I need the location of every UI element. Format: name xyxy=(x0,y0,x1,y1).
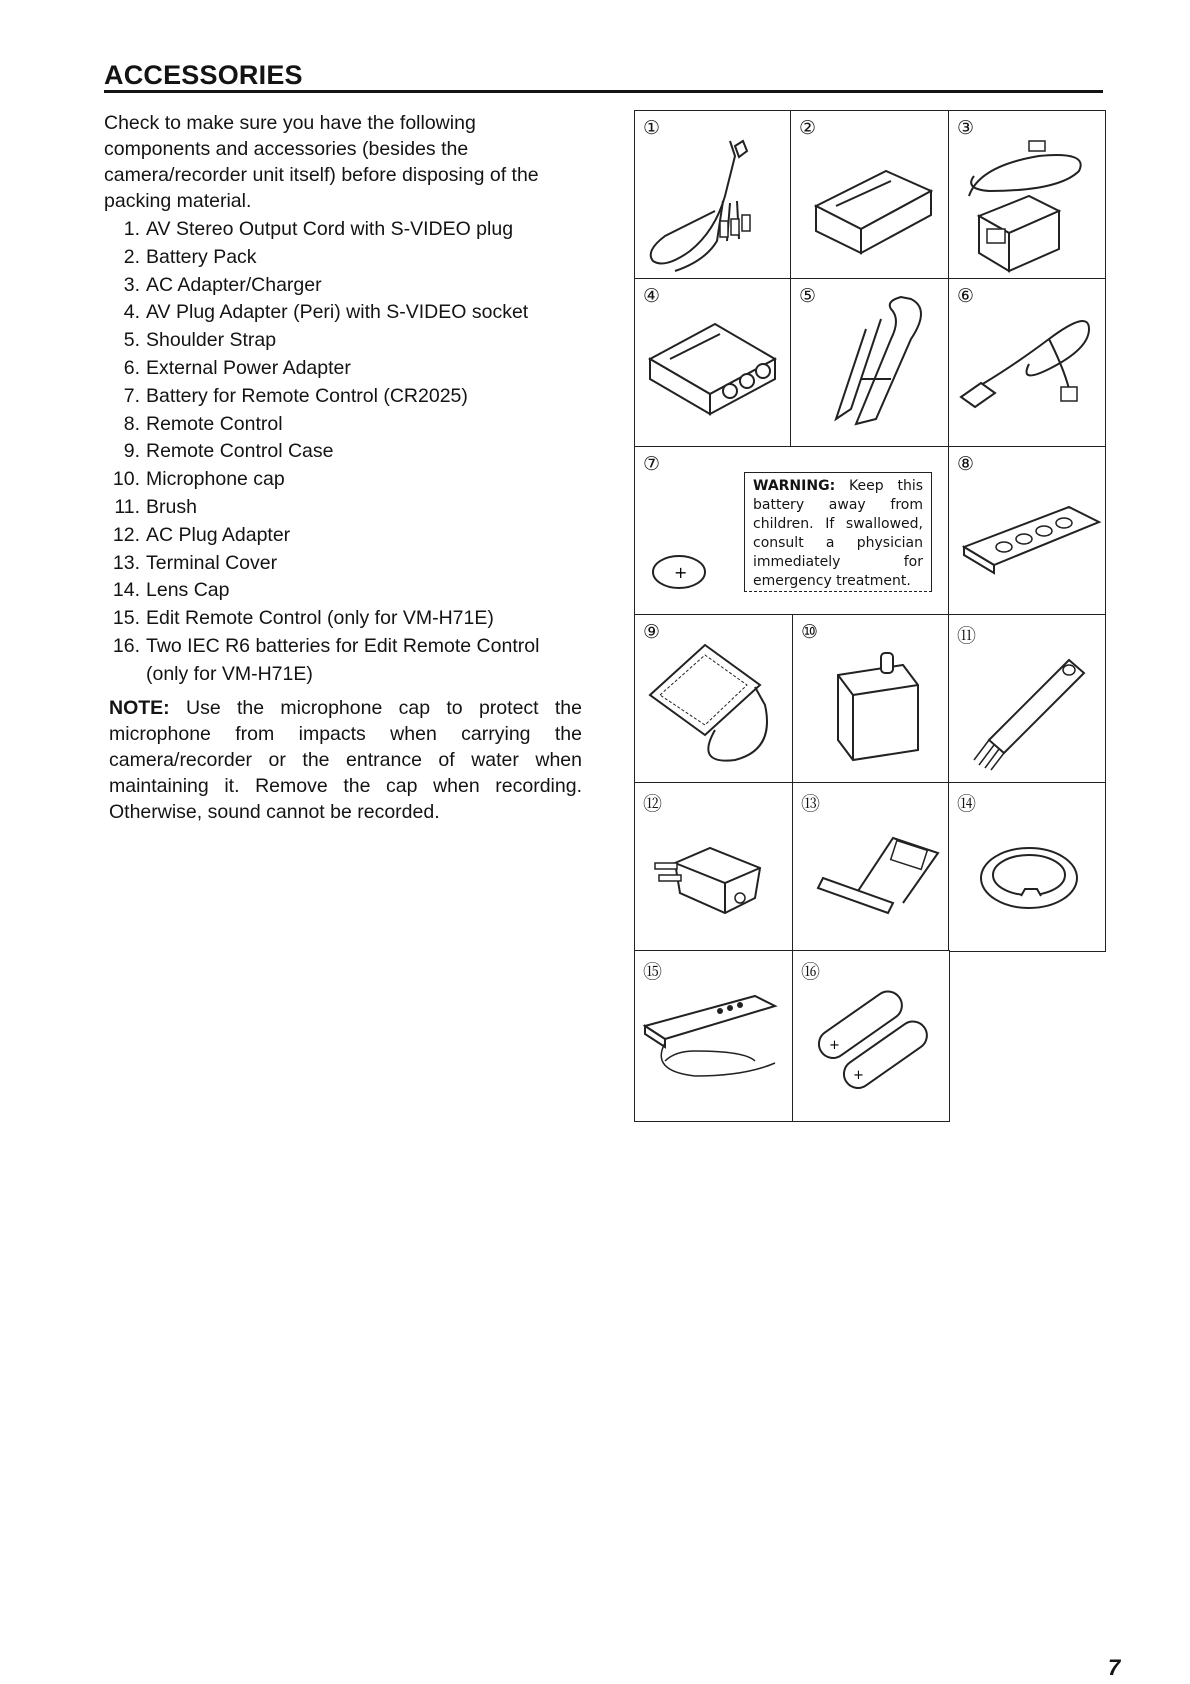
list-item: 3. AC Adapter/Charger xyxy=(123,273,322,296)
svg-text:+: + xyxy=(853,1068,864,1083)
accessory-cell-9: ⑨ xyxy=(634,614,794,784)
remote-control-case-icon xyxy=(635,615,795,785)
page-number: 7 xyxy=(1108,1655,1121,1680)
battery-pack-icon xyxy=(791,111,951,281)
list-item: 10. Microphone cap xyxy=(112,468,285,491)
accessory-cell-5: ⑤ xyxy=(790,278,950,448)
accessory-cell-14: ⑭ xyxy=(948,782,1106,952)
warning-label: WARNING: xyxy=(753,478,836,494)
accessory-cell-7: ⑦ + xyxy=(634,446,950,616)
list-item: 11. Brush xyxy=(114,495,197,518)
list-item: 6. External Power Adapter xyxy=(123,356,351,379)
list-item: 14. Lens Cap xyxy=(112,579,230,602)
list-item: 4. AV Plug Adapter (Peri) with S-VIDEO socket xyxy=(123,301,529,324)
lens-cap-icon xyxy=(949,783,1107,953)
accessory-cell-15: ⑮ xyxy=(634,950,794,1122)
accessory-cell-8: ⑧ xyxy=(948,446,1106,616)
note-label: NOTE: xyxy=(109,697,170,719)
aa-batteries-icon xyxy=(793,951,951,1123)
intro-paragraph: Check to make sure you have the following components and accessories (besides the camera/recorder unit itself) before disposing of the packing material. xyxy=(104,112,539,212)
accessory-list xyxy=(104,216,594,689)
list-item: 13. Terminal Cover xyxy=(112,551,278,574)
list-item: 2. Battery Pack xyxy=(123,245,257,268)
list-item: 9. Remote Control Case xyxy=(123,440,334,463)
accessory-cell-6: ⑥ xyxy=(948,278,1106,448)
list-item-continuation: (only for VM-H71E) xyxy=(146,662,313,685)
ac-adapter-icon xyxy=(949,111,1107,281)
accessory-cell-3: ③ xyxy=(948,110,1106,280)
edit-remote-control-icon xyxy=(635,951,795,1123)
accessory-cell-1: ① xyxy=(634,110,792,280)
av-plug-adapter-icon xyxy=(635,279,793,449)
list-item: 5. Shoulder Strap xyxy=(123,329,277,352)
ac-plug-adapter-icon xyxy=(635,783,795,953)
list-item: 1. AV Stereo Output Cord with S-VIDEO plug xyxy=(123,218,514,240)
accessory-cell-13: ⑬ xyxy=(792,782,950,952)
brush-icon xyxy=(949,615,1107,785)
list-item: 15. Edit Remote Control (only for VM-H71E) xyxy=(112,607,494,630)
note-paragraph xyxy=(109,695,582,825)
terminal-cover-icon xyxy=(793,783,951,953)
warning-box xyxy=(744,472,932,592)
list-item: 16. Two IEC R6 batteries for Edit Remote Control xyxy=(112,634,540,657)
microphone-cap-icon xyxy=(793,615,951,785)
remote-control-icon xyxy=(949,447,1107,617)
list-item: 8. Remote Control xyxy=(123,412,283,435)
svg-text:+: + xyxy=(674,563,688,582)
page-title: ACCESSORIES xyxy=(104,60,303,90)
list-item: 12. AC Plug Adapter xyxy=(112,523,291,546)
title-rule xyxy=(104,90,1103,93)
av-cord-icon xyxy=(635,111,793,281)
note-text: Use the microphone cap to protect the microphone from impacts when carrying the camera/recorder or the entrance of water when maintaining it. Remove the cap when recording. Otherwise, sound cannot be recorded. xyxy=(109,697,583,823)
accessory-cell-10: ⑩ xyxy=(792,614,950,784)
list-item: 7. Battery for Remote Control (CR2025) xyxy=(123,384,468,407)
warning-text: Keep this battery away from children. If swallowed, consult a physician immediately for emergency treatment. xyxy=(753,478,923,589)
accessory-cell-11: ⑪ xyxy=(948,614,1106,784)
accessory-cell-16: ⑯ + + xyxy=(792,950,950,1122)
accessory-cell-2: ② xyxy=(790,110,950,280)
shoulder-strap-icon xyxy=(791,279,951,449)
accessory-cell-4: ④ xyxy=(634,278,792,448)
external-power-adapter-icon xyxy=(949,279,1107,449)
svg-text:+: + xyxy=(829,1038,840,1053)
accessory-cell-12: ⑫ xyxy=(634,782,794,952)
